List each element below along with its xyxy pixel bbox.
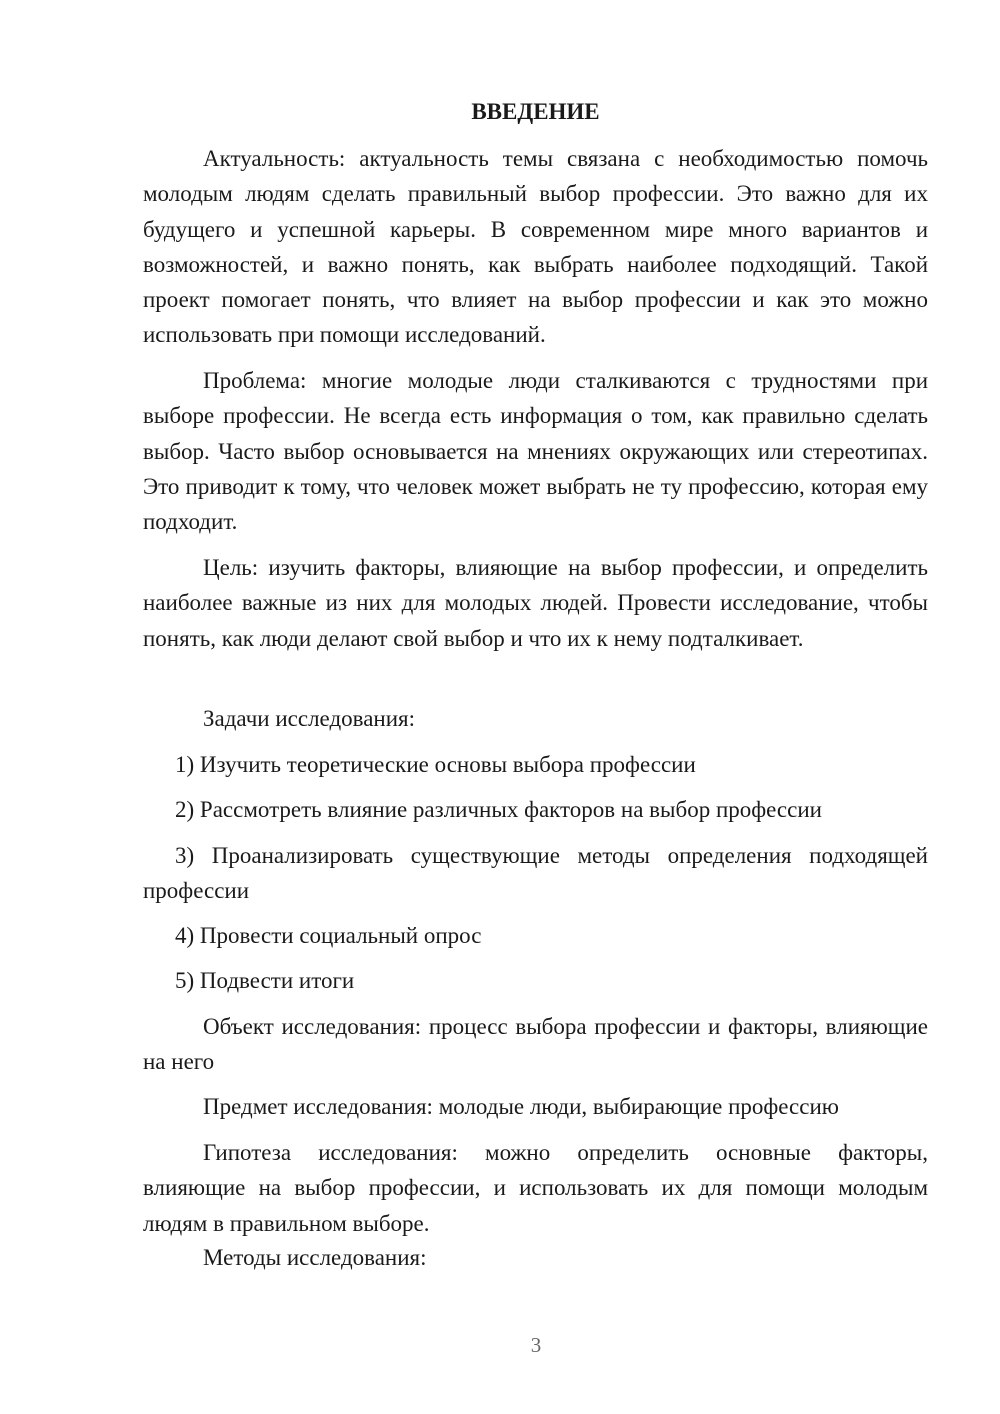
task-item-1: 1) Изучить теоретические основы выбора профессии — [175, 752, 696, 777]
goal-paragraph: Цель: изучить факторы, влияющие на выбор профессии, и определить наиболее важные из них для молодых людей. Провести исследование, чтобы понять, как люди делают свой выбор и что их к нему подталкивает. — [143, 555, 928, 651]
hypothesis-paragraph: Гипотеза исследования: можно определить основные факторы, влияющие на выбор профессии, и использовать их для помощи молодым людям в правильном выборе. — [143, 1140, 928, 1236]
task-item-3: 3) Проанализировать существующие методы определения подходящей профессии — [143, 843, 928, 904]
task-item-5: 5) Подвести итоги — [175, 968, 355, 993]
page-title: ВВЕДЕНИЕ — [471, 99, 600, 124]
tasks-heading: Задачи исследования: — [203, 706, 416, 731]
methods-heading: Методы исследования: — [203, 1245, 427, 1270]
object-paragraph: Объект исследования: процесс выбора профессии и факторы, влияющие на него — [143, 1014, 928, 1075]
problem-paragraph: Проблема: многие молодые люди сталкиваются с трудностями при выборе профессии. Не всегда есть информация о том, как правильно сделать выбор. Часто выбор основывается на мнениях окружающих или стереотипах. Это приводит к тому, что человек может выбрать не ту профессию, которая ему подходит. — [143, 368, 928, 535]
task-item-4: 4) Провести социальный опрос — [175, 923, 482, 948]
relevance-paragraph: Актуальность: актуальность темы связана с необходимостью помочь молодым людям сделать правильный выбор профессии. Это важно для их будущего и успешной карьеры. В современном мире много вариантов и возможностей, и важно понять, как выбрать наиболее подходящий. Такой проект помогает понять, что влияет на выбор профессии и как это можно использовать при помощи исследований. — [143, 146, 928, 348]
subject-paragraph: Предмет исследования: молодые люди, выбирающие профессию — [203, 1094, 839, 1119]
task-item-2: 2) Рассмотреть влияние различных факторов на выбор профессии — [175, 797, 822, 822]
page-number: 3 — [530, 1333, 542, 1357]
